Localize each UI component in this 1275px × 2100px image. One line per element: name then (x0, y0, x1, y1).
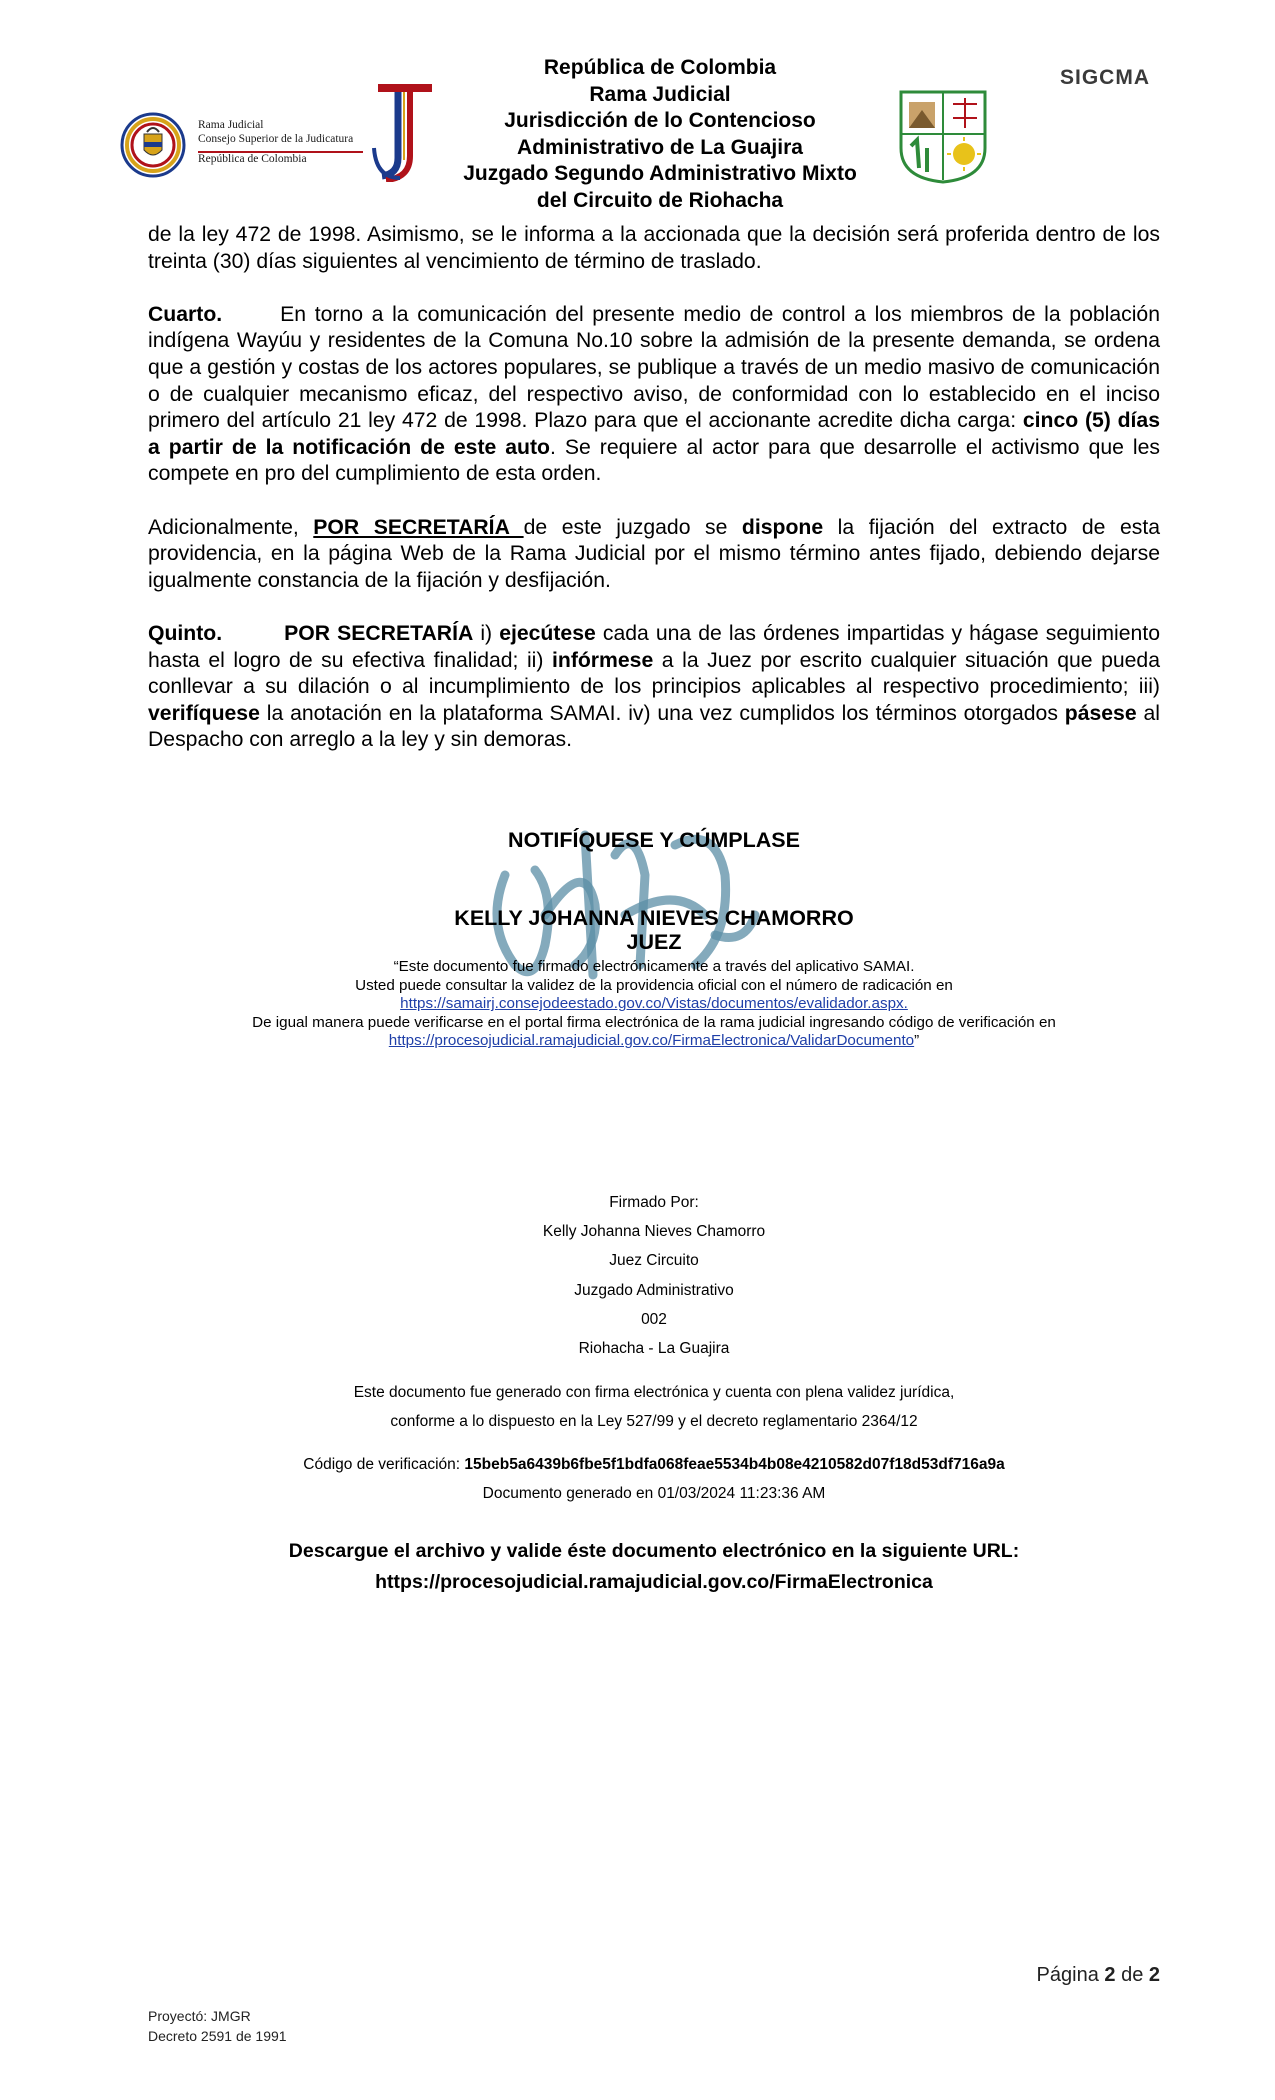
closing-quote: ” (914, 1032, 920, 1050)
header-line: del Circuito de Riohacha (536, 188, 784, 212)
signer-court: Juzgado Administrativo (574, 1282, 734, 1299)
proyecto-label: Proyectó: JMGR (148, 2008, 251, 2024)
verification-code-label: Código de verificación: (303, 1456, 465, 1473)
header-line: Administrativo de La Guajira (517, 135, 803, 159)
judge-name: KELLY JOHANNA NIEVES CHAMORRO (454, 906, 854, 930)
quinto-text: a la Juez por escrito cualquier situación que pueda conllevar a su dilación o al incumplimiento de los principios aplicables al respectivo procedimiento; iii) (148, 648, 1161, 699)
quinto-label: Quinto. (148, 621, 223, 645)
quinto-informese: infórmese (551, 648, 654, 672)
page-of: de (1115, 1964, 1149, 1986)
notifiquese-heading: NOTIFÍQUESE Y CÚMPLASE (508, 828, 800, 852)
header-line: Rama Judicial (589, 82, 731, 106)
legal-line: Usted puede consultar la validez de la providencia oficial con el número de radicación en (355, 976, 953, 994)
paragraph-quinto (148, 621, 1160, 754)
adic-text: Adicionalmente, (148, 515, 314, 539)
rama-judicial-logo (120, 108, 365, 180)
page-number (1000, 1964, 1160, 1987)
samai-legal-note (148, 958, 1160, 1051)
rama-logo-line: República de Colombia (198, 153, 307, 165)
por-secretaria-emphasis: POR SECRETARÍA (313, 515, 524, 539)
header-line: República de Colombia (543, 56, 777, 79)
jurisdiccion-j-logo-icon (370, 78, 440, 182)
quinto-text: cada una de las órdenes impartidas y hágase seguimiento hasta el logro de su efectiva finalidad; ii) (148, 621, 1160, 672)
quinto-secretaria: POR SECRETARÍA (284, 621, 474, 645)
current-page: 2 (1104, 1964, 1116, 1986)
rama-logo-rule (198, 151, 363, 153)
legal-line: De igual manera puede verificarse en el portal firma electrónica de la rama judicial ingresando código de verificación en (252, 1013, 1056, 1031)
paragraph-continuation: de la ley 472 de 1998. Asimismo, se le informa a la accionada que la decisión será proferida dentro de los treinta (30) días siguientes al vencimiento de término de traslado. (148, 223, 1160, 273)
rama-logo-text (198, 118, 353, 166)
adic-text: la fijación del extracto de esta providencia, en la página Web de la Rama Judicial por el mismo término antes fijado, debiendo dejarse igualmente constancia de la fijación y desfijación. (148, 515, 1160, 592)
court-header-title (445, 55, 875, 215)
footer-notes (148, 2006, 287, 2046)
cuarto-label: Cuarto. (148, 302, 223, 326)
quinto-text: i) (473, 621, 500, 645)
document-body (148, 222, 1160, 780)
quinto-ejecutese: ejecútese (499, 621, 596, 645)
verification-code: 15beb5a6439b6fbe5f1bdfa068feae5534b4b08e4210582d07f18d53df716a9a (464, 1456, 1005, 1473)
court-city: Riohacha - La Guajira (578, 1340, 730, 1357)
dispone-emphasis: dispone (741, 515, 824, 539)
court-number: 002 (641, 1311, 667, 1328)
page-label: Página (1036, 1964, 1105, 1986)
paragraph-adicionalmente (148, 515, 1160, 595)
la-guajira-shield-icon (897, 88, 989, 184)
rama-logo-line: Consejo Superior de la Judicatura (198, 133, 354, 145)
cuarto-text-end: . Se requiere al actor para que desarrolle el activismo que les compete en pro del cumplimiento de esta orden. (148, 435, 1160, 486)
generated-date: Documento generado en 01/03/2024 11:23:36 AM (482, 1485, 826, 1502)
decreto-label: Decreto 2591 de 1991 (148, 2028, 287, 2044)
signer-position: Juez Circuito (609, 1252, 699, 1269)
verification-code-row (148, 1456, 1160, 1474)
cuarto-text: En torno a la comunicación del presente medio de control a los miembros de la población indígena Wayúu y residentes de la Comuna No.10 sobre la admisión de la presente demanda, se ordena que a gestión y costas de los actores populares, se publique a través de un medio masivo de comunicación o de cualquier mecanismo eficaz, del respectivo aviso, de conformidad con lo establecido en el inciso primero del artículo 21 ley 472 de 1998. Plazo para que el accionante acredite dicha carga: (148, 302, 1160, 433)
legal-line: “Este documento fue firmado electrónicamente a través del aplicativo SAMAI. (393, 958, 915, 975)
quinto-text: al Despacho con arreglo a la ley y sin demoras. (148, 701, 1160, 752)
firmado-por-label: Firmado Por: (609, 1194, 699, 1211)
header-line: Jurisdicción de lo Contencioso (504, 109, 816, 133)
cuarto-bold-term: cinco (5) días a partir de la notificación de este auto (148, 409, 1160, 459)
signer-name: Kelly Johanna Nieves Chamorro (542, 1223, 766, 1240)
adic-text: de este juzgado se (523, 515, 742, 539)
firma-electronica-url[interactable]: https://procesojudicial.ramajudicial.gov.co/FirmaElectronica (375, 1571, 933, 1593)
validity-line: conforme a lo dispuesto en la Ley 527/99 y el decreto reglamentario 2364/12 (390, 1413, 918, 1430)
colombia-coat-of-arms-icon (120, 112, 186, 178)
quinto-pasese: pásese (1064, 701, 1137, 725)
firma-electronica-validator-link[interactable]: https://procesojudicial.ramajudicial.gov.co/FirmaElectronica/ValidarDocumento (388, 1032, 915, 1050)
download-instructions: Descargue el archivo y valide éste documento electrónico en la siguiente URL: (288, 1540, 1020, 1562)
judge-role: JUEZ (626, 930, 682, 954)
quinto-verifiquese: verifíquese (148, 701, 260, 725)
quinto-text: la anotación en la plataforma SAMAI. iv) una vez cumplidos los términos otorgados (259, 701, 1065, 725)
sigcma-label: SIGCMA (1060, 66, 1150, 89)
samai-validator-link[interactable]: https://samairj.consejodeestado.gov.co/Vistas/documentos/evalidador.aspx. (400, 995, 908, 1013)
document-header (0, 0, 1275, 215)
paragraph-cuarto (148, 302, 1160, 488)
total-pages: 2 (1148, 1964, 1160, 1986)
rama-logo-line: Rama Judicial (198, 119, 264, 131)
header-line: Juzgado Segundo Administrativo Mixto (463, 162, 857, 186)
validity-line: Este documento fue generado con firma electrónica y cuenta con plena validez jurídica, (353, 1384, 955, 1401)
